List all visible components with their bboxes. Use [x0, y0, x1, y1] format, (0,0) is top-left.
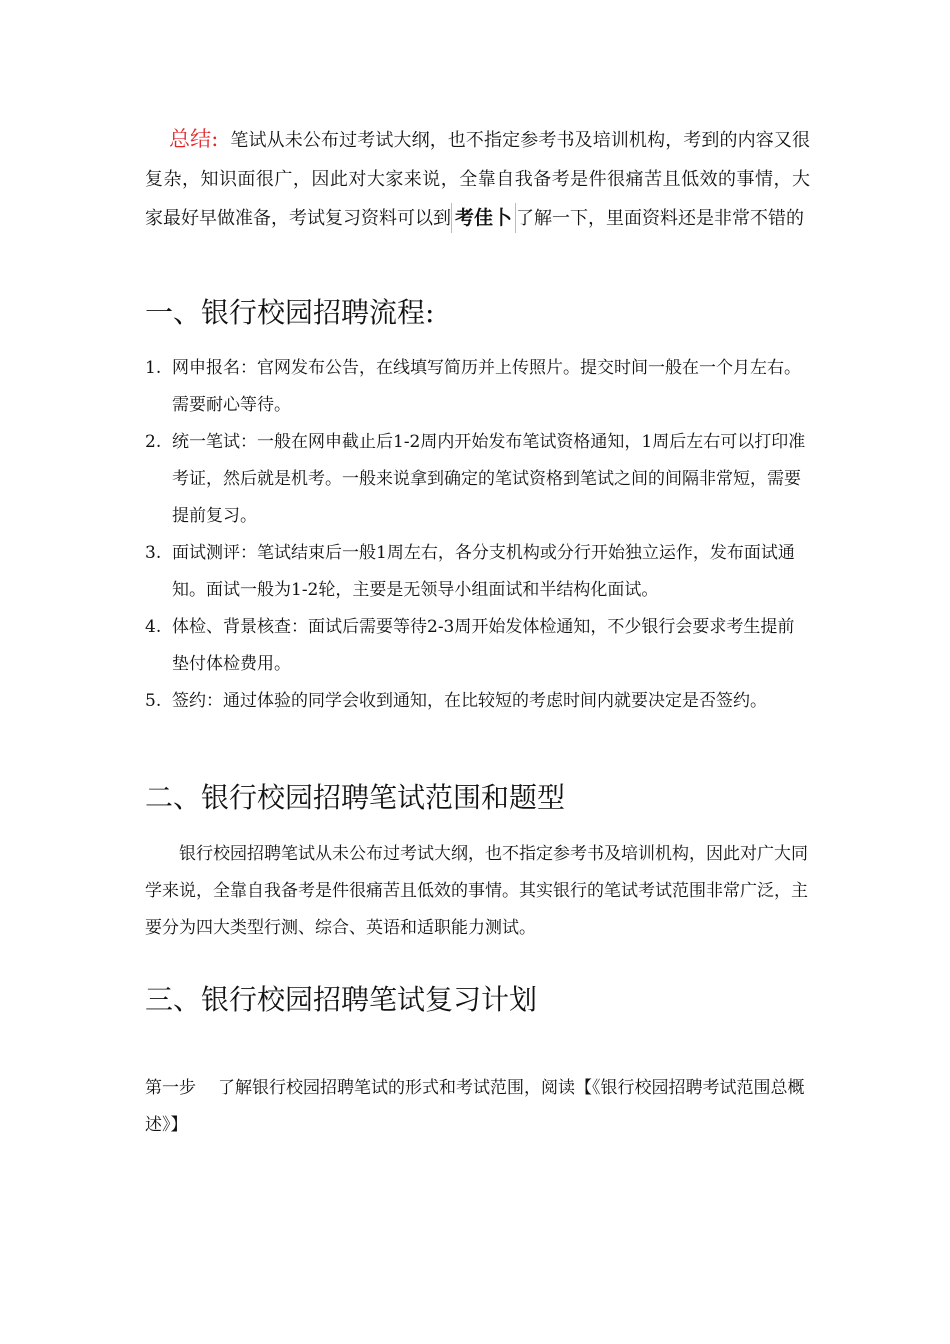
list-item-text: 网申报名：官网发布公告，在线填写简历并上传照片。提交时间一般在一个月左右。需要耐心等待。	[172, 358, 801, 415]
list-item-text: 统一笔试：一般在网申截止后1-2周内开始发布笔试资格通知，1周后左右可以打印准考证，然后就是机考。一般来说拿到确定的笔试资格到笔试之间的间隔非常短，需要提前复习。	[172, 432, 806, 526]
list-item-text: 体检、背景核查：面试后需要等待2-3周开始发体检通知，不少银行会要求考生提前垫付体检费用。	[172, 617, 795, 674]
list-item-number: 3.	[145, 543, 162, 563]
recruitment-steps-list	[145, 350, 810, 720]
list-item-number: 5.	[145, 691, 162, 711]
list-item-text: 面试测评：笔试结束后一般1周左右，各分支机构或分行开始独立运作，发布面试通知。面试一般为1-2轮，主要是无领导小组面试和半结构化面试。	[172, 543, 795, 600]
section-1-heading: 一、银行校园招聘流程:	[145, 296, 435, 329]
summary-text-after: 了解一下，里面资料还是非常不错的	[516, 208, 805, 229]
section-3-heading: 三、银行校园招聘笔试复习计划	[145, 983, 538, 1016]
step-label: 第一步	[145, 1078, 196, 1098]
summary-text-before: 笔试从未公布过考试大纲，也不指定参考书及培训机构，考到的内容又很复杂，知识面很广，因此对大家来说，全靠自我备考是件很痛苦且低效的事情，大家最好早做准备，考试复习资料可以到	[145, 130, 811, 229]
summary-paragraph	[145, 120, 810, 238]
list-item-number: 1.	[145, 358, 162, 378]
list-item-number: 4.	[145, 617, 162, 637]
section-2-heading: 二、银行校园招聘笔试范围和题型	[145, 781, 566, 814]
list-item	[145, 424, 810, 535]
list-item-text: 签约：通过体验的同学会收到通知，在比较短的考虑时间内就要决定是否签约。	[172, 691, 767, 711]
boxed-brand-text: 考佳卜	[451, 203, 516, 233]
list-item	[145, 535, 810, 609]
step-text: 了解银行校园招聘笔试的形式和考试范围，阅读【《银行校园招聘考试范围总概述》】	[145, 1078, 805, 1135]
list-item	[145, 350, 810, 424]
section-3-paragraph	[145, 1070, 810, 1144]
list-item	[145, 609, 810, 683]
list-item-number: 2.	[145, 432, 162, 452]
section-2-paragraph: 银行校园招聘笔试从未公布过考试大纲，也不指定参考书及培训机构，因此对广大同学来说，全靠自我备考是件很痛苦且低效的事情。其实银行的笔试考试范围非常广泛，主要分为四大类型行测、综合、英语和适职能力测试。	[145, 844, 808, 938]
summary-label: 总结:	[169, 127, 219, 151]
list-item	[145, 683, 810, 720]
